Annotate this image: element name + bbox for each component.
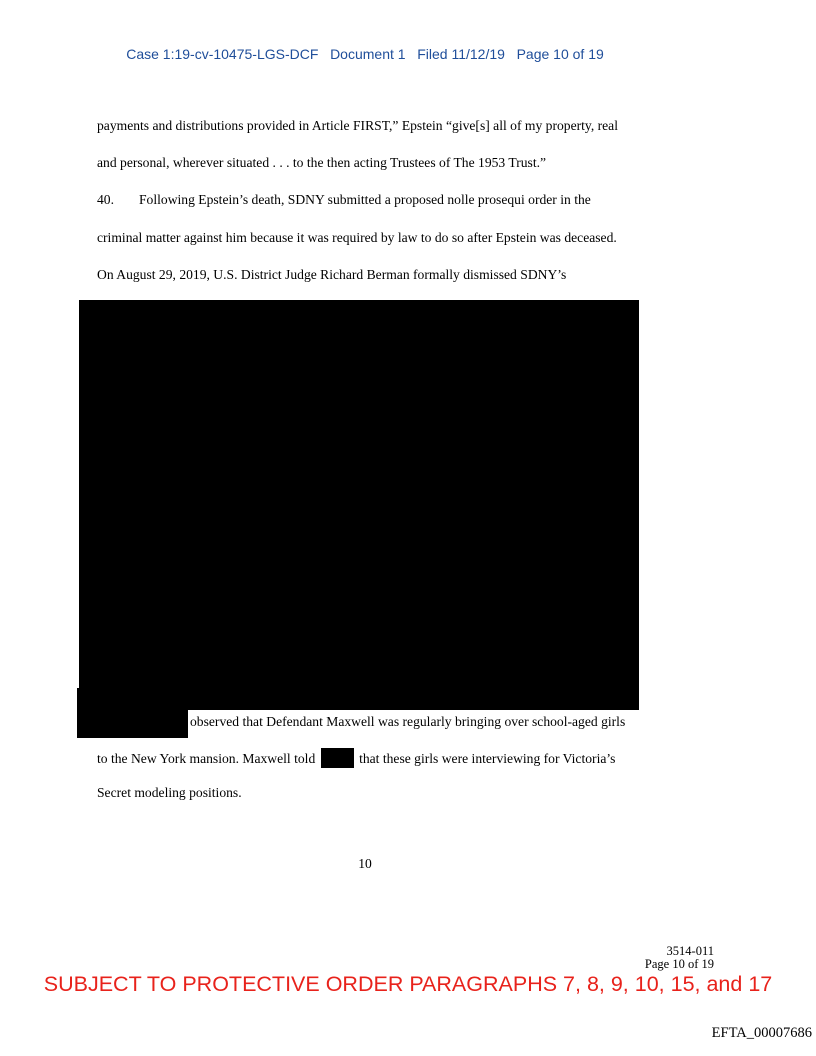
exhibit-stamp: 3514-011 xyxy=(666,944,714,958)
body-text: that these girls were interviewing for Victoria’s xyxy=(359,751,616,766)
protective-order-notice: SUBJECT TO PROTECTIVE ORDER PARAGRAPHS 7, 8, 9, 10, 15, and 17 xyxy=(43,972,773,996)
body-text: to the New York mansion. Maxwell told xyxy=(97,751,316,766)
body-line xyxy=(97,748,615,768)
body-line: criminal matter against him because it was required by law to do so after Epstein was deceased. xyxy=(97,230,617,245)
case-header: Case 1:19-cv-10475-LGS-DCF Document 1 Filed 11/12/19 Page 10 of 19 xyxy=(126,46,604,62)
body-line: observed that Defendant Maxwell was regularly bringing over school-aged girls xyxy=(190,714,626,729)
bates-number: EFTA_00007686 xyxy=(711,1025,812,1041)
page-number: 10 xyxy=(358,856,372,871)
exhibit-page-stamp: Page 10 of 19 xyxy=(644,957,714,971)
body-line: Secret modeling positions. xyxy=(97,785,242,800)
body-line: and personal, wherever situated . . . to the then acting Trustees of The 1953 Trust.” xyxy=(97,155,547,170)
paragraph-number: 40. xyxy=(97,192,114,207)
paragraph-text: Following Epstein’s death, SDNY submitted a proposed nolle prosequi order in the xyxy=(139,192,591,207)
body-line: payments and distributions provided in Article FIRST,” Epstein “give[s] all of my property, real xyxy=(97,118,618,133)
paragraph-40-first-line xyxy=(97,192,591,208)
redaction-inline xyxy=(321,748,354,768)
redaction-block xyxy=(77,688,188,738)
body-line: On August 29, 2019, U.S. District Judge Richard Berman formally dismissed SDNY’s xyxy=(97,267,567,282)
redaction-block xyxy=(79,300,639,710)
